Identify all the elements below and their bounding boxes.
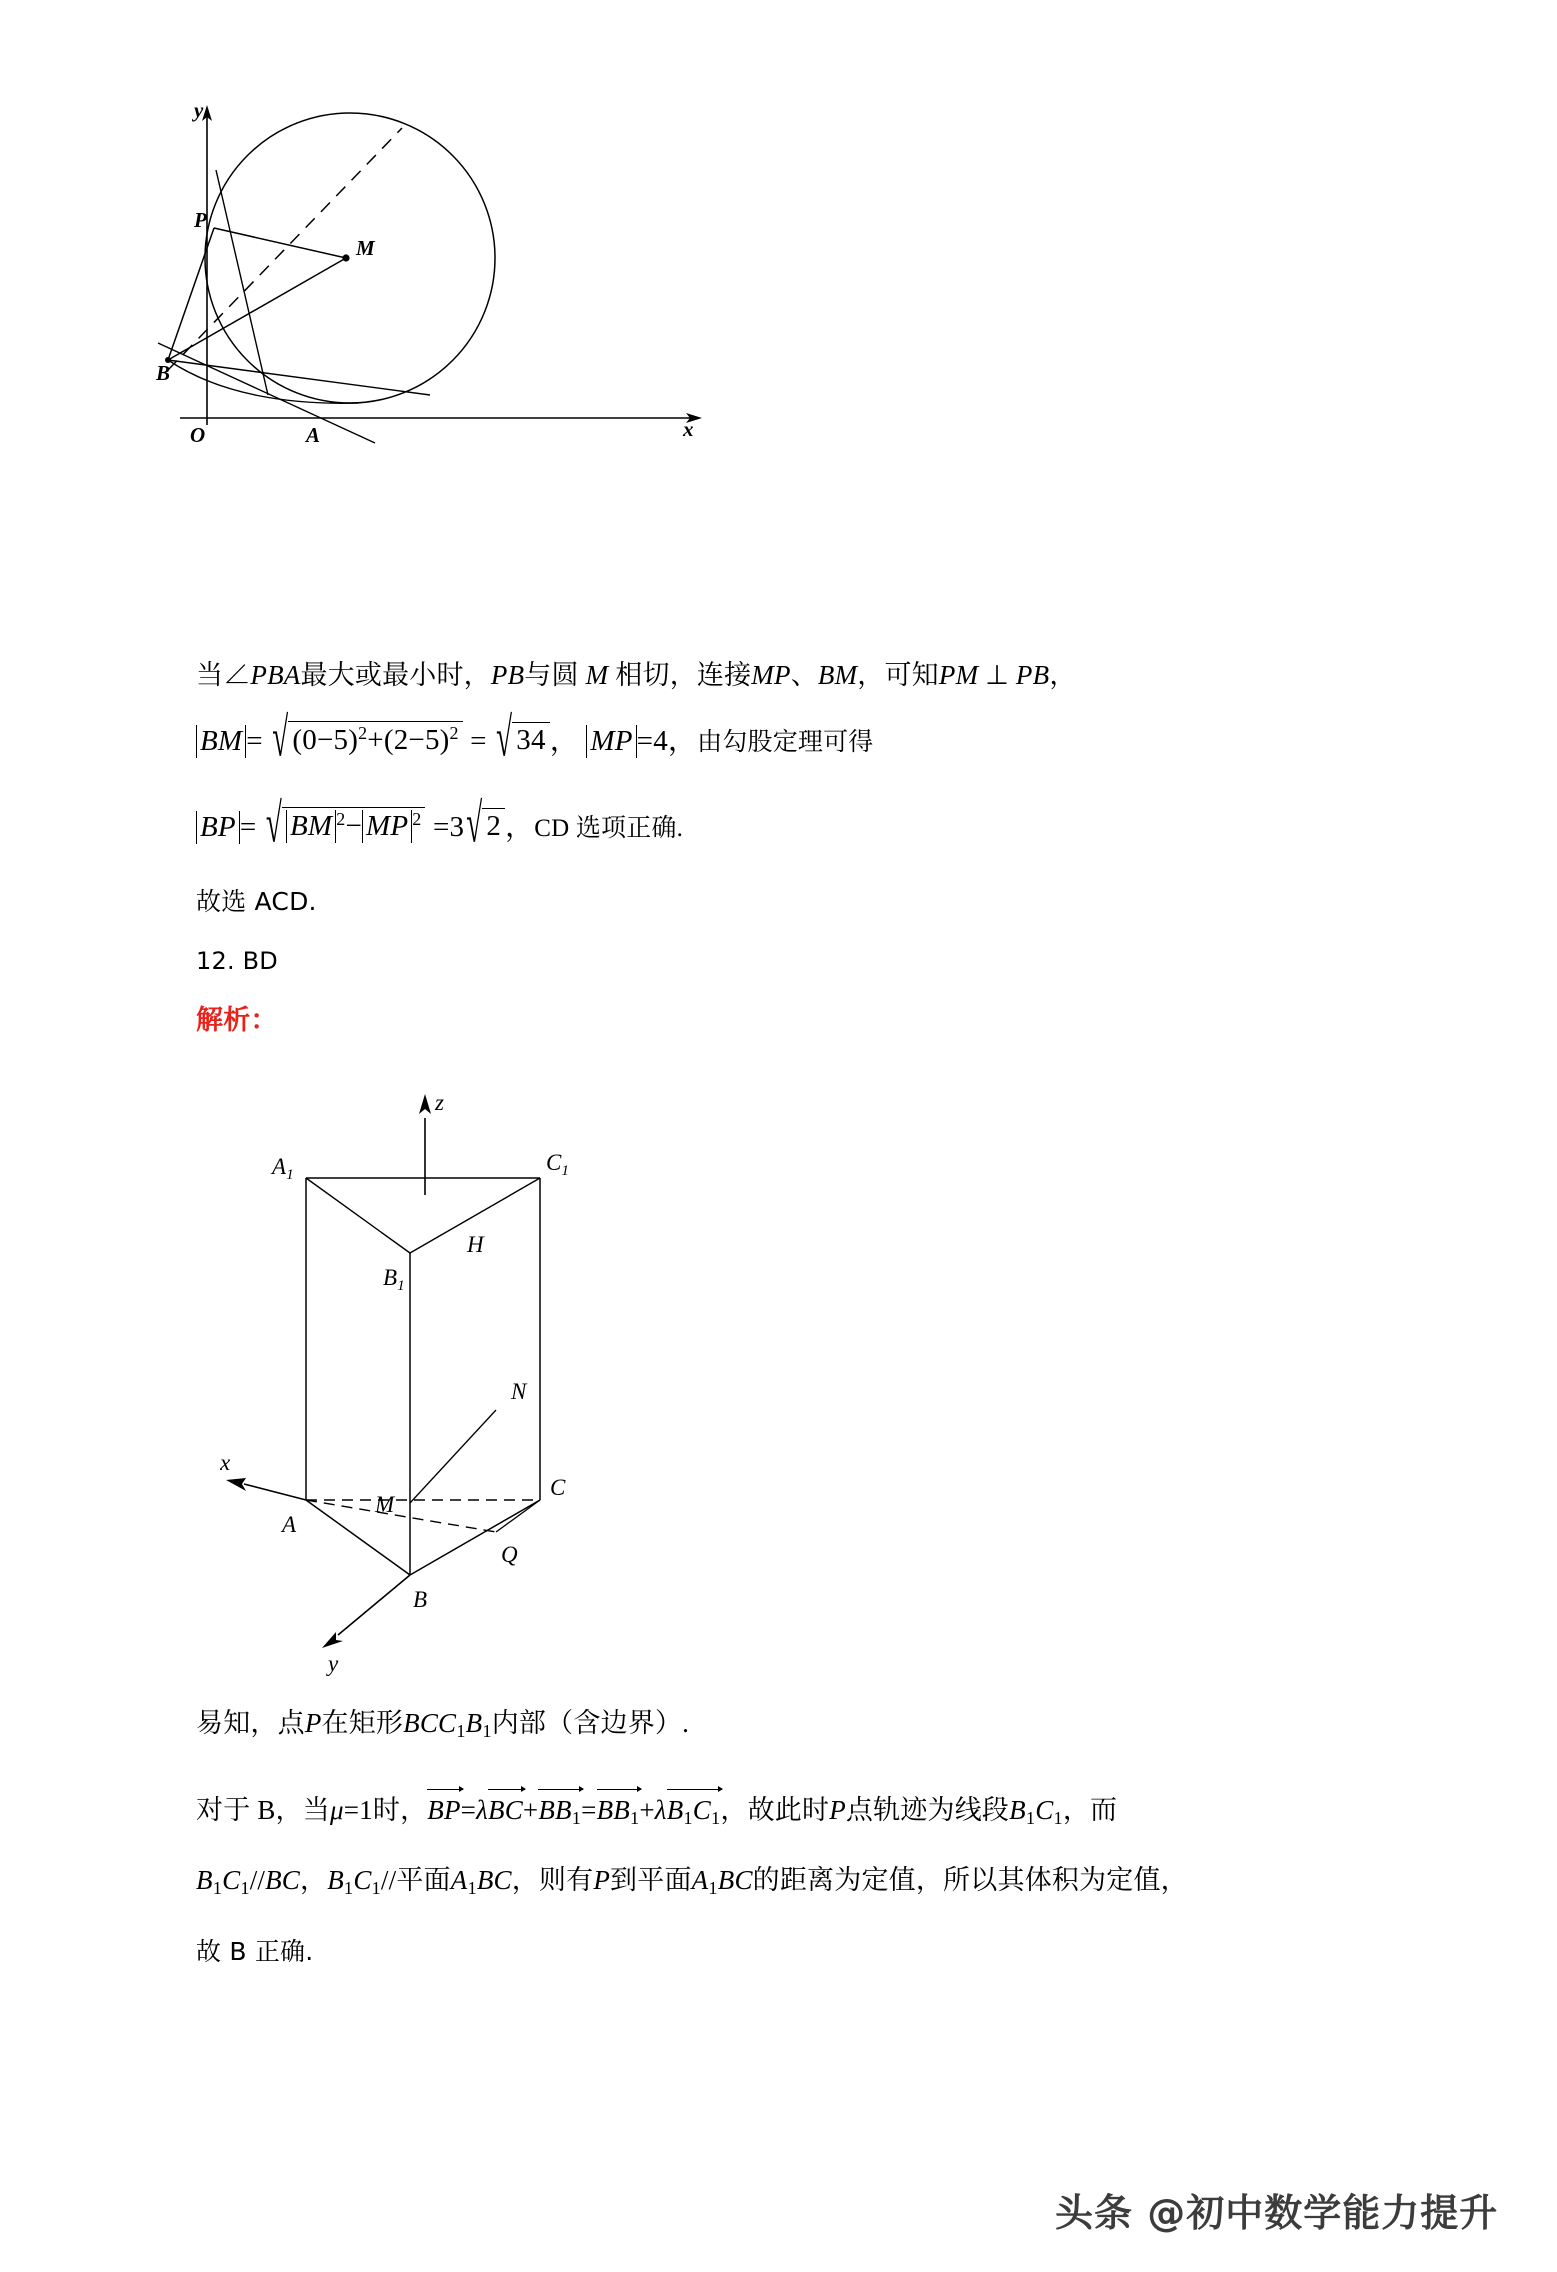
sol2-l3-p3: 的距离为定值，所以其体积为定值， — [752, 1865, 1188, 1895]
answer-12-choice: 12. BD — [196, 947, 278, 975]
sol1-l3-bm: BM — [286, 810, 336, 843]
sol2-l3-p1: 平面 — [396, 1865, 451, 1895]
z-axis-arrowhead — [419, 1094, 431, 1114]
sol1-l1-p4: 相切，连接 — [615, 660, 752, 690]
sol2-l3-a2sub: 1 — [708, 1878, 718, 1899]
point-p-label: P — [194, 208, 207, 232]
segment-aq-hidden — [306, 1500, 496, 1532]
sol2-l2-v5: B — [666, 1795, 684, 1825]
solution1-line1 — [196, 660, 1077, 691]
sol2-l2-eq2: = — [460, 1795, 477, 1825]
solution2-line2 — [196, 1795, 1117, 1829]
sol1-l3-e2: 2 — [412, 809, 422, 829]
vertex-b1-label: $B_1$ — [383, 1265, 405, 1294]
vertex-a1-label: $A_1$ — [272, 1154, 294, 1183]
sol2-l2-v4sub: 1 — [629, 1808, 640, 1829]
triangular-prism-3d-figure — [220, 1070, 640, 1690]
sol1-l3-comma: ， — [505, 810, 535, 843]
sol1-l2-plus: + — [367, 723, 384, 756]
sol2-l3-c2: ，则有 — [511, 1865, 594, 1895]
sol2-l2-plus2: + — [639, 1795, 655, 1825]
point-b-label: B — [156, 361, 171, 385]
sol1-l2-e2: 2 — [449, 723, 459, 743]
sol2-l1-p3: 内部（含边界）. — [491, 1708, 690, 1738]
sol2-l3-par1: // — [249, 1865, 266, 1895]
sol2-l1-sub1: 1 — [456, 1721, 466, 1742]
sol1-l3-minus: − — [345, 809, 363, 842]
vertex-c1-label: $C_1$ — [546, 1150, 569, 1179]
sol2-l2-lam2: λ — [654, 1795, 667, 1825]
tangent-line-upper — [216, 170, 268, 395]
segment-qc — [496, 1500, 540, 1532]
sol1-l2-sqrt1: √ $(0-5)^2+(2-5)^2$ — [270, 722, 462, 758]
sol2-l3-a: B — [196, 1865, 213, 1895]
sol1-l1-pba: PBA — [250, 660, 301, 690]
sol2-l3-csub: 1 — [343, 1878, 354, 1899]
edge-bc — [410, 1500, 540, 1575]
sol2-l3-dsub: 1 — [371, 1878, 381, 1899]
point-m-label: M — [356, 236, 375, 260]
solution2-line1 — [196, 1708, 689, 1742]
analysis-label: 解析： — [196, 1005, 278, 1036]
sol1-l2-t2: (2−5) — [383, 723, 450, 756]
solution2-line3 — [196, 1865, 1188, 1899]
sol1-l2-eq: = — [246, 724, 263, 757]
sol2-l2-p2: 时， — [372, 1795, 428, 1825]
y-axis-3d — [338, 1575, 410, 1635]
sol2-l3-c1: ， — [300, 1865, 328, 1895]
sol1-l2-t1: (0−5) — [292, 723, 359, 756]
sol2-l1-p2: 在矩形 — [321, 1708, 404, 1738]
sol2-l2-eq3: = — [581, 1795, 597, 1825]
sol2-l2-plus: + — [522, 1795, 539, 1825]
sol2-l2-p1: 对于 B，当 — [196, 1795, 330, 1825]
sol2-l1-p1: 易知，点 — [196, 1708, 305, 1738]
vertex-a-label: A — [282, 1512, 297, 1537]
sol2-l2-b1sub: 1 — [1025, 1808, 1036, 1829]
sol2-l3-a2: A — [691, 1865, 709, 1895]
sol2-l3-a1: A — [450, 1865, 468, 1895]
sol2-l1-bcc: BCC — [403, 1708, 457, 1738]
sol1-l1-p3: 与圆 — [524, 660, 579, 690]
sol1-l2-4: 4 — [653, 724, 668, 757]
sol2-l3-par2: // — [380, 1865, 397, 1895]
sol1-l1-p7: ， — [1049, 660, 1077, 690]
sol1-l1-p1: 当∠ — [196, 660, 251, 690]
sol2-l2-lam1: λ — [476, 1795, 489, 1825]
x-axis-3d-label: x — [220, 1450, 231, 1475]
sol2-l2-c1sub: 1 — [1053, 1808, 1063, 1829]
circle-m — [205, 113, 495, 403]
edge-a1b1 — [306, 1178, 410, 1253]
point-m-marker — [342, 254, 349, 261]
x-axis-3d-arrowhead — [226, 1478, 246, 1491]
y-axis-3d-label: y — [328, 1651, 339, 1676]
sol2-l2-v5sub: 1 — [683, 1808, 693, 1829]
sol2-l3-bc: BC — [265, 1865, 301, 1895]
sol2-l3-c: B — [327, 1865, 344, 1895]
z-axis-label: z — [435, 1090, 444, 1115]
sol1-l1-perp: ⊥ — [985, 660, 1009, 690]
sol2-l2-v5b: C — [692, 1795, 712, 1825]
sol2-l2-P: P — [829, 1795, 846, 1825]
x-axis-label: x — [683, 417, 694, 441]
solution2-line4: 故 B 正确. — [196, 1937, 314, 1966]
sol1-l1-bm: BM — [817, 660, 858, 690]
sol1-l1-mp: MP — [751, 660, 791, 690]
sol1-l1-p2: 最大或最小时， — [300, 660, 491, 690]
edge-ab — [306, 1500, 410, 1575]
solution1-line3 — [196, 793, 684, 855]
vertex-m-label: M — [375, 1492, 395, 1517]
sol1-l3-r2: 2 — [486, 809, 502, 842]
sol1-l3-mp: MP — [362, 810, 412, 843]
circle-tangent-coordinate-figure — [150, 95, 710, 445]
sol2-l2-v3: BB — [538, 1795, 572, 1825]
sol1-l1-p5: 、 — [790, 660, 818, 690]
sol2-l3-bsub: 1 — [240, 1878, 250, 1899]
sol2-l2-p5: ，而 — [1062, 1795, 1118, 1825]
sol1-l1-pb2: PB — [1015, 660, 1050, 690]
segment-mn — [410, 1410, 496, 1503]
x-axis-3d — [244, 1484, 306, 1500]
sol2-l3-b: C — [222, 1865, 241, 1895]
sol1-l3-sqrt: √ BM $^2$− MP $^2$ — [264, 808, 426, 844]
sol1-l2-eq2: = — [470, 724, 487, 757]
sol1-l2-eq3: = — [636, 724, 654, 757]
sol2-l1-P: P — [304, 1708, 322, 1738]
sol2-l3-d: C — [353, 1865, 372, 1895]
sol2-l1-B: B — [465, 1708, 483, 1738]
watermark: 头条 @初中数学能力提升 — [1055, 2191, 1499, 2235]
sol1-l2-bm-abs: BM — [196, 725, 246, 758]
sol2-l3-bc2: BC — [476, 1865, 512, 1895]
sol1-l2-c1: ， — [549, 724, 579, 757]
sol1-l1-p6: ，可知 — [857, 660, 939, 690]
sol2-l2-b1c1: B — [1009, 1795, 1026, 1825]
sol1-l2-r34: 34 — [516, 723, 546, 756]
vertex-n-label: N — [511, 1379, 527, 1404]
vertex-h-label: H — [467, 1232, 484, 1257]
vertex-c-label: C — [550, 1475, 566, 1500]
sol2-l2-c1: C — [1035, 1795, 1054, 1825]
sol1-l1-pm: PM — [938, 660, 979, 690]
sol2-l2-v5bsub: 1 — [711, 1808, 721, 1829]
sol1-l3-eq2: = — [432, 810, 450, 843]
solution1-line2 — [196, 707, 874, 769]
sol1-l2-sqrt2: √ 34 — [494, 723, 550, 758]
point-a-label: A — [306, 423, 321, 445]
sol1-l1-pb: PB — [490, 660, 525, 690]
vertex-b-label: B — [413, 1587, 428, 1612]
y-axis-label: y — [194, 98, 204, 122]
sol2-l3-P: P — [593, 1865, 611, 1895]
sol1-l2-e1: 2 — [358, 723, 368, 743]
sol1-l3-e1: 2 — [336, 809, 346, 829]
sol2-l2-v3sub: 1 — [571, 1808, 582, 1829]
sol2-l2-eq: =1 — [343, 1795, 373, 1825]
sol1-l1-m: M — [585, 660, 609, 690]
sol1-l2-mp-abs: MP — [586, 725, 636, 758]
origin-label: O — [190, 423, 206, 445]
sol1-l3-tail: CD 选项正确. — [534, 814, 684, 842]
sol1-l3-3: 3 — [449, 810, 465, 843]
sol1-l3-eq: = — [239, 810, 257, 843]
sol1-l3-sqrt2: √ 2 — [464, 809, 505, 844]
sol1-l3-bp-abs: BP — [196, 811, 240, 844]
sol2-l3-bc3: BC — [717, 1865, 753, 1895]
sol2-l2-v4: BB — [596, 1795, 630, 1825]
solution1-line4: 故选 ACD. — [196, 887, 317, 916]
vertex-q-label: Q — [501, 1542, 518, 1567]
sol2-l1-sub2: 1 — [482, 1721, 492, 1742]
sol2-l3-asub: 1 — [212, 1878, 223, 1899]
sol1-l2-tail: 由勾股定理可得 — [697, 728, 874, 756]
sol2-l3-p2: 到平面 — [610, 1865, 692, 1895]
sol1-l2-c2: ， — [667, 724, 698, 757]
sol2-l2-p4: 点轨迹为线段 — [845, 1795, 1010, 1825]
sol2-l2-v2: BC — [488, 1795, 523, 1825]
sol2-l2-v1: BP — [427, 1795, 461, 1825]
sol2-l3-a1sub: 1 — [467, 1878, 477, 1899]
sol2-l2-mu: μ — [329, 1795, 344, 1825]
sol2-l2-p3: ，故此时 — [720, 1795, 830, 1825]
